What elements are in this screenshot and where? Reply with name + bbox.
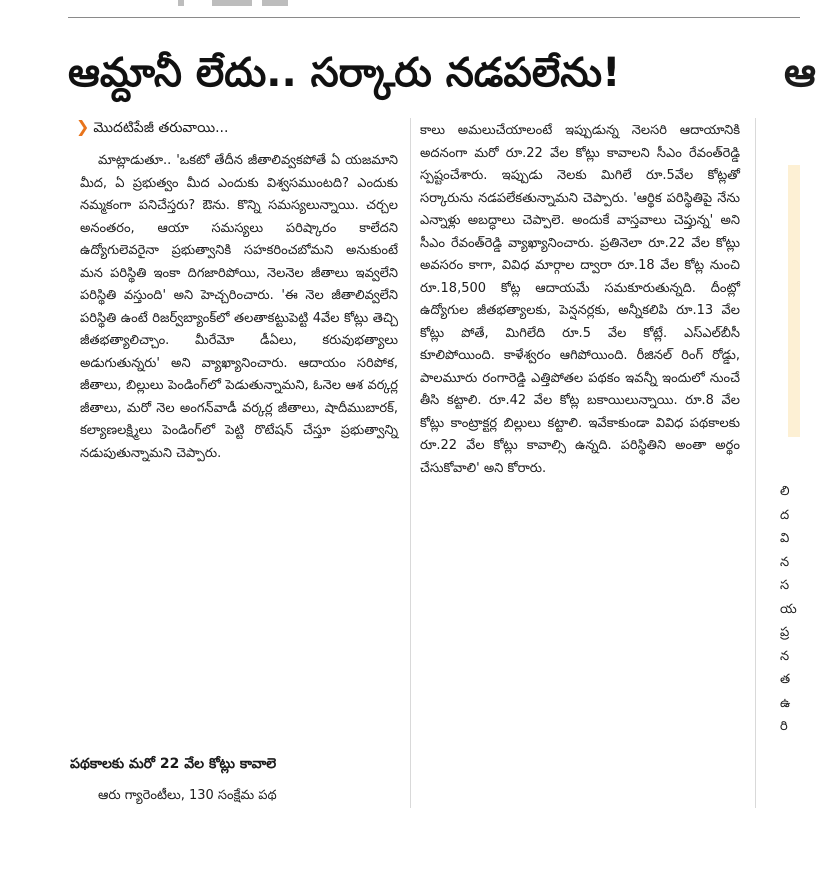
top-cropped-fragment — [262, 0, 288, 6]
top-cropped-fragment — [212, 0, 252, 6]
column-divider — [755, 118, 756, 808]
article-column-1-continued — [80, 785, 398, 808]
line-fragment: య — [780, 601, 797, 617]
line-fragment: ద — [780, 507, 790, 523]
line-fragment: న — [780, 648, 790, 664]
line-fragment: స — [780, 578, 790, 593]
line-fragment: ప్ర — [780, 625, 790, 640]
line-fragment: త — [780, 672, 791, 687]
line-fragment: లి — [780, 484, 790, 499]
sidebar-panel-edge — [788, 165, 800, 437]
line-fragment: న — [780, 554, 790, 570]
paragraph: ఆరు గ్యారెంటీలు, 130 సంక్షేమ పథ — [98, 788, 277, 803]
top-cropped-fragment — [178, 0, 184, 6]
headline: ఆమ్దానీ లేదు.. సర్కారు నడపలేను! — [68, 50, 621, 96]
top-rule — [68, 17, 800, 18]
jump-line-text: మొదటిపేజీ తరువాయి... — [93, 120, 229, 136]
article-column-2 — [420, 120, 740, 480]
paragraph: కాలు అమలుచేయాలంటే ఇప్పుడున్న నెలసరి ఆదాయానికి అదనంగా మరో రూ.22 వేల కోట్లు కావాలని సీఎం రేవంత్‌రెడ్డి స్పష్టంచేశారు. ఇప్పుడు నెలకు మిగిలే రూ.5వేల కోట్లతో సర్కారును నడపలేకతున్నామని చెప్పారు. 'ఆర్థిక పరిస్థితిపై నేను ఎన్నాళ్లు అబద్ధాలు చెప్పాలె. అందుకే వాస్తవాలు చెప్తున్న' అని సీఎం రేవంత్‌రెడ్డి వ్యాఖ్యానించారు. ప్రతినెలా రూ.22 వేల కోట్లు అవసరం కాగా, వివిధ మార్గాల ద్వారా రూ.18 వేల కోట్ల నుంచి రూ.18,500 కోట్ల ఆదాయమే సమకూరుతున్నది. దీంట్లో ఉద్యోగుల జీతభత్యాలకు, పెన్షనర్లకు, అన్నీకలిపి రూ.13 వేల కోట్లు పోతే, మిగిలేది రూ.5 వేల కోట్లే. ఎస్ఎల్‌బీసీ కూలిపోయింది. కాళేశ్వరం ఆగిపోయింది. రీజినల్ రింగ్ రోడ్డు, పాలమూరు రంగారెడ్డి ఎత్తిపోతల పథకం ఇవన్నీ ఇందులో నుంచే తీసి కట్టాలి. రూ.42 వేల కోట్ల బకాయిలున్నాయి. రూ.8 వేల కోట్లు కాంట్రాక్టర్ల బిల్లులు కట్టాలి. ఇవేకాకుండా వివిధ పథకాలకు రూ.22 వేల కోట్లు కావాల్సి ఉన్నది. పరిస్థితిని అంతా అర్థం చేసుకోవాలి' అని కోరారు. — [420, 123, 740, 476]
line-fragment: రి — [780, 719, 788, 734]
subheading: పథకాలకు మరో 22 వేల కోట్లు కావాలె — [70, 756, 277, 772]
line-fragment: వి — [780, 531, 790, 546]
line-fragment: ఉ — [780, 695, 791, 711]
column-divider — [410, 118, 411, 808]
article-column-3-edge — [780, 480, 804, 739]
article-column-1 — [80, 150, 398, 465]
paragraph: మాట్లాడుతూ.. 'ఒకటో తేదీన జీతాలివ్వకపోతే ఏ యజమాని మీద, ఏ ప్రభుత్వం మీద ఎందుకు విశ్వసముంటది? ఎందుకు నమ్మకంగా పనిచేస్తరు? ఔను. కొన్ని సమస్యలున్నాయి. చర్చల అనంతరం, ఆయా సమస్యలు పరిష్కారం కాలేదని ఉద్యోగులెవరైనా ప్రభుత్వానికి సహకరించబోమని అనుకుంటే మన పరిస్థితి ఇంకా దిగజారిపోయి, నెలనెల జీతాలు ఇవ్వలేని పరిస్థితి వస్తుంది' అని హెచ్చరించారు. 'ఈ నెల జీతాలివ్వలేని పరిస్థితి ఉంటే రిజర్వ్‌బ్యాంక్‌లో తలతాకట్టుపెట్టి 4వేల కోట్లు తెచ్చి జీతభత్యాలిచ్చాం. మీరేమో డీఏలు, కరువుభత్యాలు అడుగుతున్నరు' అని వ్యాఖ్యానించారు. ఆదాయం సరిపోక, జీతాలు, బిల్లులు పెండింగ్‌లో పెడుతున్నామని, ఓనెల ఆశ వర్కర్ల జీతాలు, మరో నెల అంగన్‌వాడీ వర్కర్ల జీతాలు, షాదీముబారక్, కల్యాణలక్ష్మిలు పెండింగ్‌లో పెట్టి రొటేషన్ చేస్తూ ప్రభుత్వాన్ని నడుపుతున్నామని చెప్పారు. — [80, 153, 398, 461]
next-headline-fragment: ఆ — [784, 50, 816, 96]
chevron-right-icon: ❯ — [76, 117, 90, 136]
jump-line — [76, 117, 228, 138]
